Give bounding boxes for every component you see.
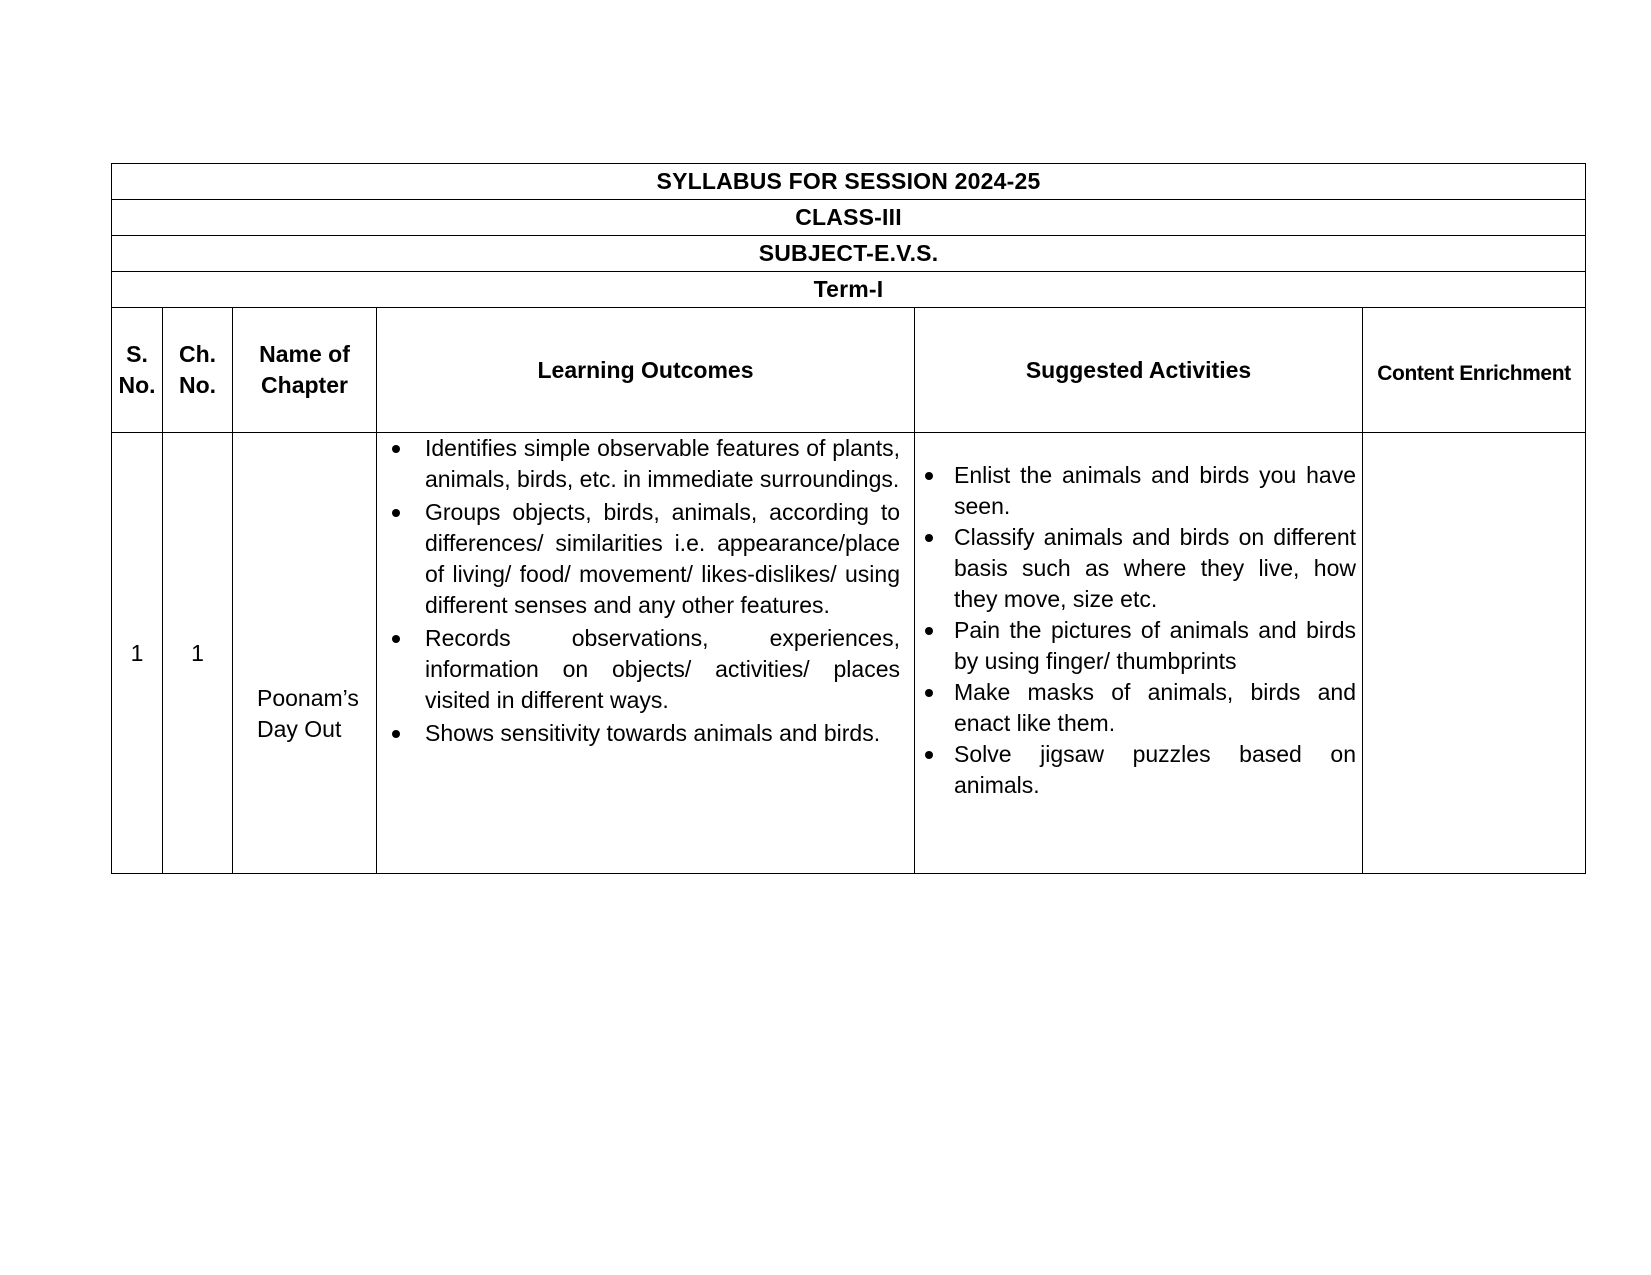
subject-title: SUBJECT-E.V.S. xyxy=(112,236,1586,272)
list-item xyxy=(377,497,900,621)
learning-outcome-text: Shows sensitivity towards animals and birds. xyxy=(425,720,881,746)
learning-outcome-text: Identifies simple observable features of plants, animals, birds, etc. in immediate surroundings. xyxy=(425,435,900,492)
syllabus-page xyxy=(111,163,1585,874)
row-chapter-name: Poonam’s Day Out xyxy=(257,685,359,742)
row-content-enrichment xyxy=(1363,433,1586,874)
row-chapter-cell xyxy=(233,433,377,874)
list-item xyxy=(915,615,1356,677)
activity-text: Pain the pictures of animals and birds by using finger/ thumbprints xyxy=(954,617,1356,674)
bullet-icon xyxy=(925,751,933,759)
learning-outcomes-list xyxy=(377,433,900,749)
activity-text: Solve jigsaw puzzles based on animals. xyxy=(954,741,1356,798)
class-title: CLASS-III xyxy=(112,200,1586,236)
list-item xyxy=(915,522,1356,615)
bullet-icon xyxy=(925,689,933,697)
activity-text: Classify animals and birds on different basis such as where they live, how they move, size etc. xyxy=(954,524,1356,612)
suggested-activities-list xyxy=(915,460,1356,801)
bullet-icon xyxy=(392,635,400,643)
row-suggested-activities xyxy=(915,433,1363,874)
bullet-icon xyxy=(925,534,933,542)
bullet-icon xyxy=(392,730,400,738)
header-learning-outcomes: Learning Outcomes xyxy=(377,308,915,433)
header-suggested-activities: Suggested Activities xyxy=(915,308,1363,433)
learning-outcome-text: Groups objects, birds, animals, according to differences/ similarities i.e. appearance/place of living/ food/ movement/ likes-dislikes/ using different senses and any other features. xyxy=(425,499,900,618)
header-ch-no: Ch. No. xyxy=(163,308,233,433)
term-title: Term-I xyxy=(112,272,1586,308)
row-learning-outcomes xyxy=(377,433,915,874)
syllabus-table xyxy=(111,163,1586,874)
header-s-no: S. No. xyxy=(112,308,163,433)
activity-text: Make masks of animals, birds and enact like them. xyxy=(954,679,1356,736)
list-item xyxy=(915,460,1356,522)
header-content-enrichment: Content Enrichment xyxy=(1363,308,1586,433)
learning-outcome-text: Records observations, experiences, information on objects/ activities/ places visited in different ways. xyxy=(425,625,900,713)
header-chapter: Name of Chapter xyxy=(233,308,377,433)
bullet-icon xyxy=(392,509,400,517)
list-item xyxy=(377,623,900,716)
bullet-icon xyxy=(925,627,933,635)
list-item xyxy=(377,718,900,749)
bullet-icon xyxy=(392,445,400,453)
row-s-no: 1 xyxy=(112,433,163,874)
list-item xyxy=(377,433,900,495)
list-item xyxy=(915,739,1356,801)
activity-text: Enlist the animals and birds you have seen. xyxy=(954,462,1356,519)
row-ch-no: 1 xyxy=(163,433,233,874)
list-item xyxy=(915,677,1356,739)
table-header-row xyxy=(112,308,1586,433)
table-row xyxy=(112,433,1586,874)
bullet-icon xyxy=(925,472,933,480)
syllabus-title: SYLLABUS FOR SESSION 2024-25 xyxy=(112,164,1586,200)
